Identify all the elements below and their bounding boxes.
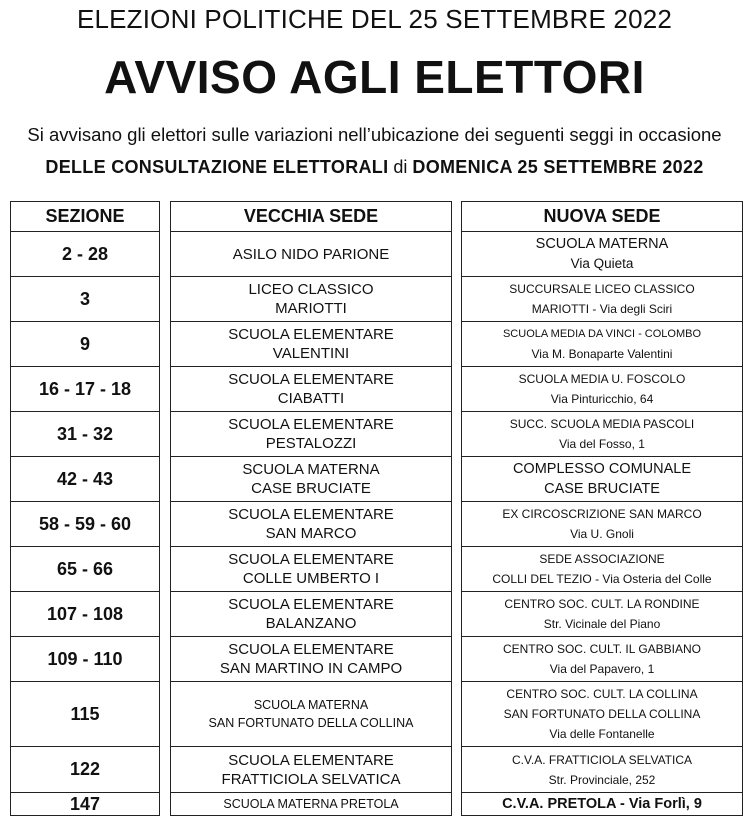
new-site-line: COLLI DEL TEZIO - Via Osteria del Colle [492, 572, 712, 586]
table-cell-sezione [11, 457, 159, 502]
sezione-number: 3 [79, 288, 90, 309]
table-cell-new [462, 232, 742, 277]
election-title: ELEZIONI POLITICHE DEL 25 SETTEMBRE 2022 [76, 4, 673, 34]
intro-bold-1: DELLE CONSULTAZIONE ELETTORALI [45, 157, 389, 177]
table-cell-old [171, 412, 451, 457]
new-site-line: C.V.A. PRETOLA - Via Forlì, 9 [502, 796, 702, 812]
new-site-line: MARIOTTI - Via degli Sciri [531, 302, 673, 316]
table-cell-old [171, 793, 451, 815]
old-site-line: MARIOTTI [275, 300, 347, 317]
new-site-line: Str. Provinciale, 252 [548, 772, 656, 787]
new-site-line: SCUOLA MATERNA [535, 236, 669, 252]
old-site-line: SCUOLA ELEMENTARE [228, 371, 394, 388]
intro-connector: di [388, 157, 413, 177]
new-site-line: SAN FORTUNATO DELLA COLLINA [503, 707, 701, 721]
new-site-line: Via del Papavero, 1 [549, 662, 655, 676]
column-nuova-sede [461, 201, 743, 816]
old-site-line: SCUOLA ELEMENTARE [228, 326, 394, 343]
new-site-line: Via U. Gnoli [570, 527, 634, 541]
table-cell-sezione [11, 412, 159, 457]
old-site-line: VALENTINI [272, 345, 350, 362]
sezione-number: 107 - 108 [46, 603, 124, 624]
new-site-line: CENTRO SOC. CULT. IL GABBIANO [502, 642, 702, 656]
old-site-line: FRATTICIOLA SELVATICA [221, 770, 401, 788]
table-cell-old [171, 232, 451, 277]
intro-text-2 [0, 157, 749, 178]
old-site-line: CASE BRUCIATE [251, 480, 371, 497]
new-site-line: SUCC. SCUOLA MEDIA PASCOLI [509, 417, 695, 431]
new-site-line: SCUOLA MEDIA DA VINCI - COLOMBO [502, 328, 702, 340]
new-site-line: C.V.A. FRATTICIOLA SELVATICA [511, 752, 693, 767]
old-site-line: COLLE UMBERTO I [242, 570, 380, 587]
old-site-line: SAN MARTINO IN CAMPO [219, 660, 403, 677]
old-site-line: LICEO CLASSICO [248, 281, 374, 298]
old-site-line: BALANZANO [265, 615, 357, 632]
new-site-line: Str. Vicinale del Piano [543, 617, 661, 631]
new-site-line: SUCCURSALE LICEO CLASSICO [509, 282, 695, 296]
table-cell-new [462, 682, 742, 747]
old-site-line: SCUOLA ELEMENTARE [228, 416, 394, 433]
new-site-line: CENTRO SOC. CULT. LA RONDINE [504, 597, 700, 611]
table-cell-old [171, 592, 451, 637]
table-cell-sezione [11, 367, 159, 412]
old-site-line: SCUOLA MATERNA PRETOLA [223, 797, 399, 811]
new-site-line: CASE BRUCIATE [544, 481, 660, 497]
table-cell-old [171, 322, 451, 367]
old-site-line: SCUOLA ELEMENTARE [228, 641, 394, 658]
table-cell-new [462, 457, 742, 502]
column-sezione [10, 201, 160, 816]
old-site-line: SCUOLA ELEMENTARE [228, 506, 394, 523]
table-cell-sezione [11, 322, 159, 367]
table-cell-old [171, 747, 451, 793]
table-cell-new [462, 637, 742, 682]
sezione-number: 31 - 32 [56, 423, 114, 444]
new-site-line: Via Quieta [570, 256, 634, 271]
table-cell-sezione [11, 547, 159, 592]
sezione-number: 9 [79, 333, 90, 354]
table-cell-old [171, 367, 451, 412]
new-site-line: CENTRO SOC. CULT. LA COLLINA [506, 687, 698, 701]
table-cell-sezione [11, 502, 159, 547]
new-site-line: EX CIRCOSCRIZIONE SAN MARCO [502, 507, 702, 521]
table-cell-old [171, 502, 451, 547]
table-cell-sezione [11, 277, 159, 322]
sezione-number: 2 - 28 [61, 243, 109, 264]
table-cell-sezione [11, 747, 159, 793]
new-site-line: Via Pinturicchio, 64 [550, 392, 654, 406]
old-site-line: SCUOLA ELEMENTARE [228, 551, 394, 568]
sezione-number: 16 - 17 - 18 [38, 378, 132, 399]
table-cell-sezione [11, 793, 159, 815]
table-cell-new [462, 592, 742, 637]
table-cell-new [462, 367, 742, 412]
new-site-line: COMPLESSO COMUNALE [512, 461, 692, 477]
old-site-line: SAN MARCO [265, 525, 357, 542]
table-cell-new [462, 412, 742, 457]
new-site-line: SEDE ASSOCIAZIONE [539, 552, 665, 566]
table-cell-new [462, 277, 742, 322]
old-site-line: SAN FORTUNATO DELLA COLLINA [208, 716, 414, 730]
old-site-line: SCUOLA ELEMENTARE [228, 751, 394, 769]
table-cell-sezione [11, 682, 159, 747]
table-cell-new [462, 502, 742, 547]
sezione-number: 109 - 110 [47, 648, 123, 669]
notice-title: AVVISO AGLI ELETTORI [104, 51, 645, 103]
table-cell-old [171, 682, 451, 747]
old-site-line: SCUOLA ELEMENTARE [228, 596, 394, 613]
header-sezione: SEZIONE [11, 202, 159, 232]
header-vecchia-sede: VECCHIA SEDE [171, 202, 451, 232]
sezione-number: 65 - 66 [56, 558, 114, 579]
sezione-number: 122 [69, 759, 101, 779]
table-cell-old [171, 637, 451, 682]
table-cell-old [171, 277, 451, 322]
old-site-line: SCUOLA MATERNA [253, 698, 369, 712]
old-site-line: CIABATTI [277, 390, 345, 407]
table-cell-new [462, 547, 742, 592]
old-site-line: ASILO NIDO PARIONE [232, 245, 390, 263]
new-site-line: Via delle Fontanelle [549, 727, 655, 741]
table-cell-new [462, 793, 742, 815]
table-cell-new [462, 747, 742, 793]
sezione-number: 42 - 43 [56, 468, 114, 489]
column-vecchia-sede [170, 201, 452, 816]
table-cell-old [171, 457, 451, 502]
intro-bold-2: DOMENICA 25 SETTEMBRE 2022 [412, 157, 704, 177]
old-site-line: SCUOLA MATERNA [242, 461, 380, 478]
header-nuova-sede: NUOVA SEDE [462, 202, 742, 232]
sezione-number: 115 [70, 703, 100, 724]
table-cell-sezione [11, 637, 159, 682]
old-site-line: PESTALOZZI [265, 435, 357, 452]
sezione-number: 58 - 59 - 60 [38, 513, 132, 534]
new-site-line: Via del Fosso, 1 [559, 437, 645, 451]
new-site-line: Via M. Bonaparte Valentini [531, 347, 673, 361]
table-cell-old [171, 547, 451, 592]
table-cell-sezione [11, 592, 159, 637]
table-cell-new [462, 322, 742, 367]
intro-text: Si avvisano gli elettori sulle variazioni nell’ubicazione dei seguenti seggi in occasione [27, 124, 722, 145]
sezione-number: 147 [69, 793, 101, 814]
new-site-line: SCUOLA MEDIA U. FOSCOLO [518, 372, 686, 386]
table-cell-sezione [11, 232, 159, 277]
